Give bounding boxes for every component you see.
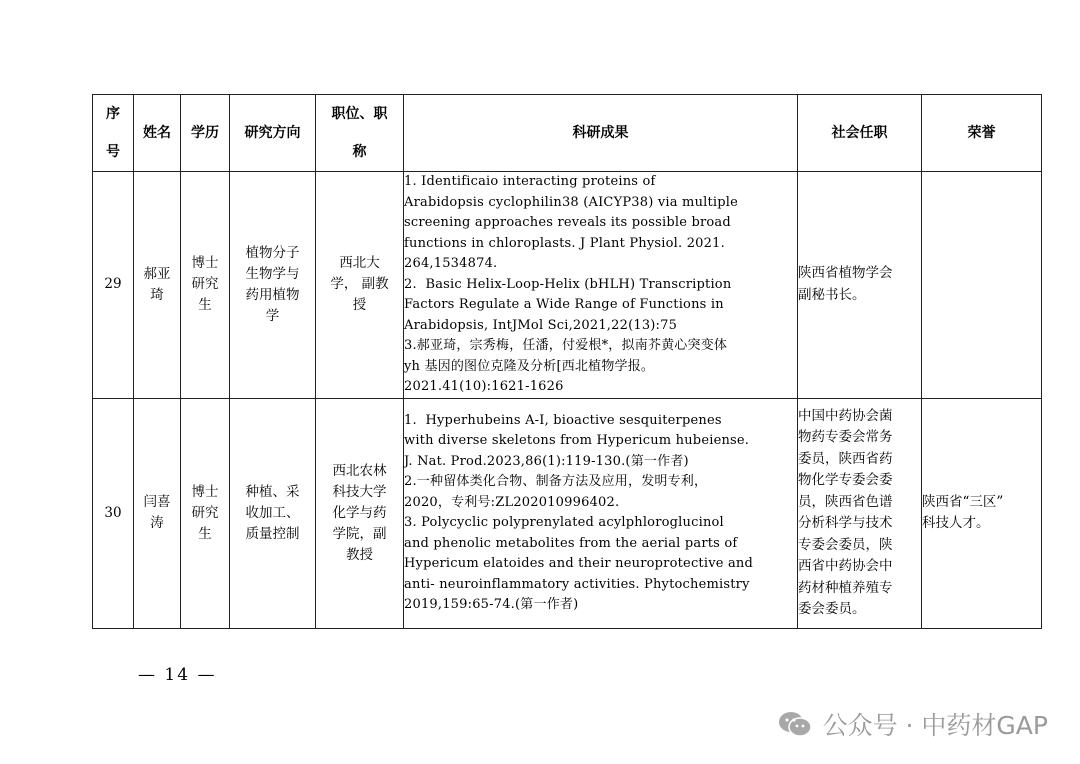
- name-cell-line: 涛: [150, 515, 164, 531]
- header-social: 社会任职: [798, 95, 922, 172]
- name-cell: [134, 172, 181, 399]
- education-cell: [181, 398, 230, 628]
- achievements-cell-line: with diverse skeletons from Hypericum hubeiense.: [404, 433, 750, 448]
- direction-cell-line: 药用植物: [245, 286, 300, 303]
- header-education: 学历: [181, 95, 230, 172]
- direction-cell-line: 植物分子: [245, 244, 300, 261]
- social-cell: [798, 172, 922, 399]
- header-position: 职位、职 称: [316, 95, 404, 172]
- achievements-cell: [404, 398, 798, 628]
- achievements-cell-line: anti- neuroinflammatory activities. Phytochemistry: [404, 576, 750, 592]
- position-cell-line: 化学与药: [332, 504, 387, 521]
- direction-cell: [230, 398, 316, 628]
- social-cell-line: 专委会委员，陕: [798, 536, 893, 553]
- position-cell-line: 西北农林: [332, 462, 387, 479]
- social-cell-line: 分析科学与技术: [798, 515, 893, 531]
- education-cell-line: 研究: [191, 276, 219, 293]
- education-cell: [181, 172, 230, 399]
- position-cell-line: 学院，副: [332, 525, 387, 542]
- achievements-cell-line: 2.一种留体类化合物、制备方法及应用，发明专利，: [404, 474, 708, 489]
- education-cell-line: 博士: [191, 483, 219, 500]
- name-cell: [134, 398, 181, 628]
- direction-cell-line: 生物学与: [245, 265, 300, 282]
- social-cell-line: 物化学专委会委: [798, 472, 893, 488]
- seq-cell: 29: [93, 172, 134, 399]
- table-row: [93, 172, 1042, 399]
- seq-cell: 30: [93, 398, 134, 628]
- achievements-cell-line: 3.郝亚琦，宗秀梅，任潘，付爱根*，拟南芥黄心突变体: [404, 338, 728, 353]
- direction-cell-line: 种植、采: [245, 483, 300, 500]
- achievements-cell-line: Factors Regulate a Wide Range of Functions in: [404, 297, 724, 312]
- achievements-cell-line: J. Nat. Prod.2023,86(1):119-130.(第一作者): [404, 453, 689, 469]
- talent-table: [92, 94, 1042, 629]
- achievements-cell-line: 1. Hyperhubeins A-I, bioactive sesquiterpenes: [404, 412, 722, 428]
- achievements-cell-line: 3. Polycyclic polyprenylated acylphloroglucinol: [404, 515, 724, 530]
- social-cell-line: 员，陕西省色谱: [798, 493, 893, 510]
- direction-cell-line: 收加工、: [245, 504, 300, 521]
- achievements-cell-line: Hypericum elatoides and their neuroprotective and: [404, 556, 754, 571]
- achievements-cell-line: 2021.41(10):1621-1626: [404, 379, 564, 394]
- position-cell: [316, 398, 404, 628]
- achievements-cell-line: yh 基因的图位克隆及分析[西北植物学报。: [404, 358, 655, 374]
- header-research-direction: 研究方向: [230, 95, 316, 172]
- page-number: — 14 —: [138, 665, 217, 685]
- honors-cell-line: 科技人才。: [922, 515, 990, 531]
- header-achievements: 科研成果: [404, 95, 798, 172]
- achievements-cell-line: Arabidopsis, IntJMol Sci,2021,22(13):75: [404, 317, 678, 333]
- social-cell-line: 物药专委会常务: [798, 429, 893, 445]
- honors-cell: [922, 398, 1042, 628]
- name-cell-line: 闫喜: [143, 494, 171, 510]
- social-cell-line: 委员，陕西省药: [798, 450, 893, 467]
- achievements-cell-line: 2020，专利号:ZL202010996402.: [404, 494, 620, 510]
- education-cell-line: 生: [198, 297, 212, 314]
- social-cell-line: 西省中药协会中: [798, 558, 893, 574]
- header-honors: 荣誉: [922, 95, 1042, 172]
- wechat-icon: [777, 710, 813, 738]
- achievements-cell-line: 2019,159:65-74.(第一作者): [404, 597, 579, 612]
- social-cell-line: 副秘书长。: [798, 286, 866, 303]
- direction-cell: [230, 172, 316, 399]
- position-cell-line: 西北大: [339, 255, 380, 272]
- header-seq: 序 号: [93, 95, 134, 172]
- achievements-cell-line: 1. Identificaio interacting proteins of: [404, 174, 656, 189]
- social-cell-line: 中国中药协会菌: [798, 407, 893, 424]
- table-row: [93, 398, 1042, 628]
- social-cell-line: 委会委员。: [798, 601, 866, 617]
- direction-cell-line: 质量控制: [245, 525, 300, 542]
- honors-cell-line: 陕西省“三区”: [922, 494, 1004, 510]
- position-cell-line: 授: [352, 297, 367, 314]
- achievements-cell-line: functions in chloroplasts. J Plant Physiol. 2021.: [404, 235, 725, 251]
- education-cell-line: 博士: [191, 255, 219, 272]
- social-cell: [798, 398, 922, 628]
- name-cell-line: 郝亚: [143, 265, 171, 282]
- position-cell-line: 教授: [346, 546, 373, 563]
- achievements-cell-line: 2. Basic Helix-Loop-Helix (bHLH) Transcription: [404, 276, 732, 292]
- name-cell-line: 琦: [150, 286, 164, 303]
- honors-cell: [922, 172, 1042, 399]
- education-cell-line: 生: [198, 525, 212, 542]
- achievements-cell-line: and phenolic metabolites from the aerial parts of: [404, 535, 738, 551]
- watermark: [777, 706, 1048, 742]
- position-cell-line: 学， 副教: [330, 276, 389, 293]
- achievements-cell-line: 264,1534874.: [404, 256, 498, 271]
- social-cell-line: 陕西省植物学会: [798, 265, 893, 282]
- achievements-cell: [404, 172, 798, 399]
- education-cell-line: 研究: [191, 504, 219, 521]
- social-cell-line: 药材种植养殖专: [798, 579, 893, 596]
- position-cell-line: 科技大学: [332, 483, 387, 500]
- header-row: [93, 95, 1042, 172]
- direction-cell-line: 学: [265, 307, 280, 324]
- header-name: 姓名: [134, 95, 181, 172]
- position-cell: [316, 172, 404, 399]
- achievements-cell-line: screening approaches reveals its possible broad: [404, 215, 731, 230]
- achievements-cell-line: Arabidopsis cyclophilin38 (AICYP38) via multiple: [404, 194, 739, 210]
- watermark-text: 公众号 · 中药材GAP: [822, 711, 1048, 740]
